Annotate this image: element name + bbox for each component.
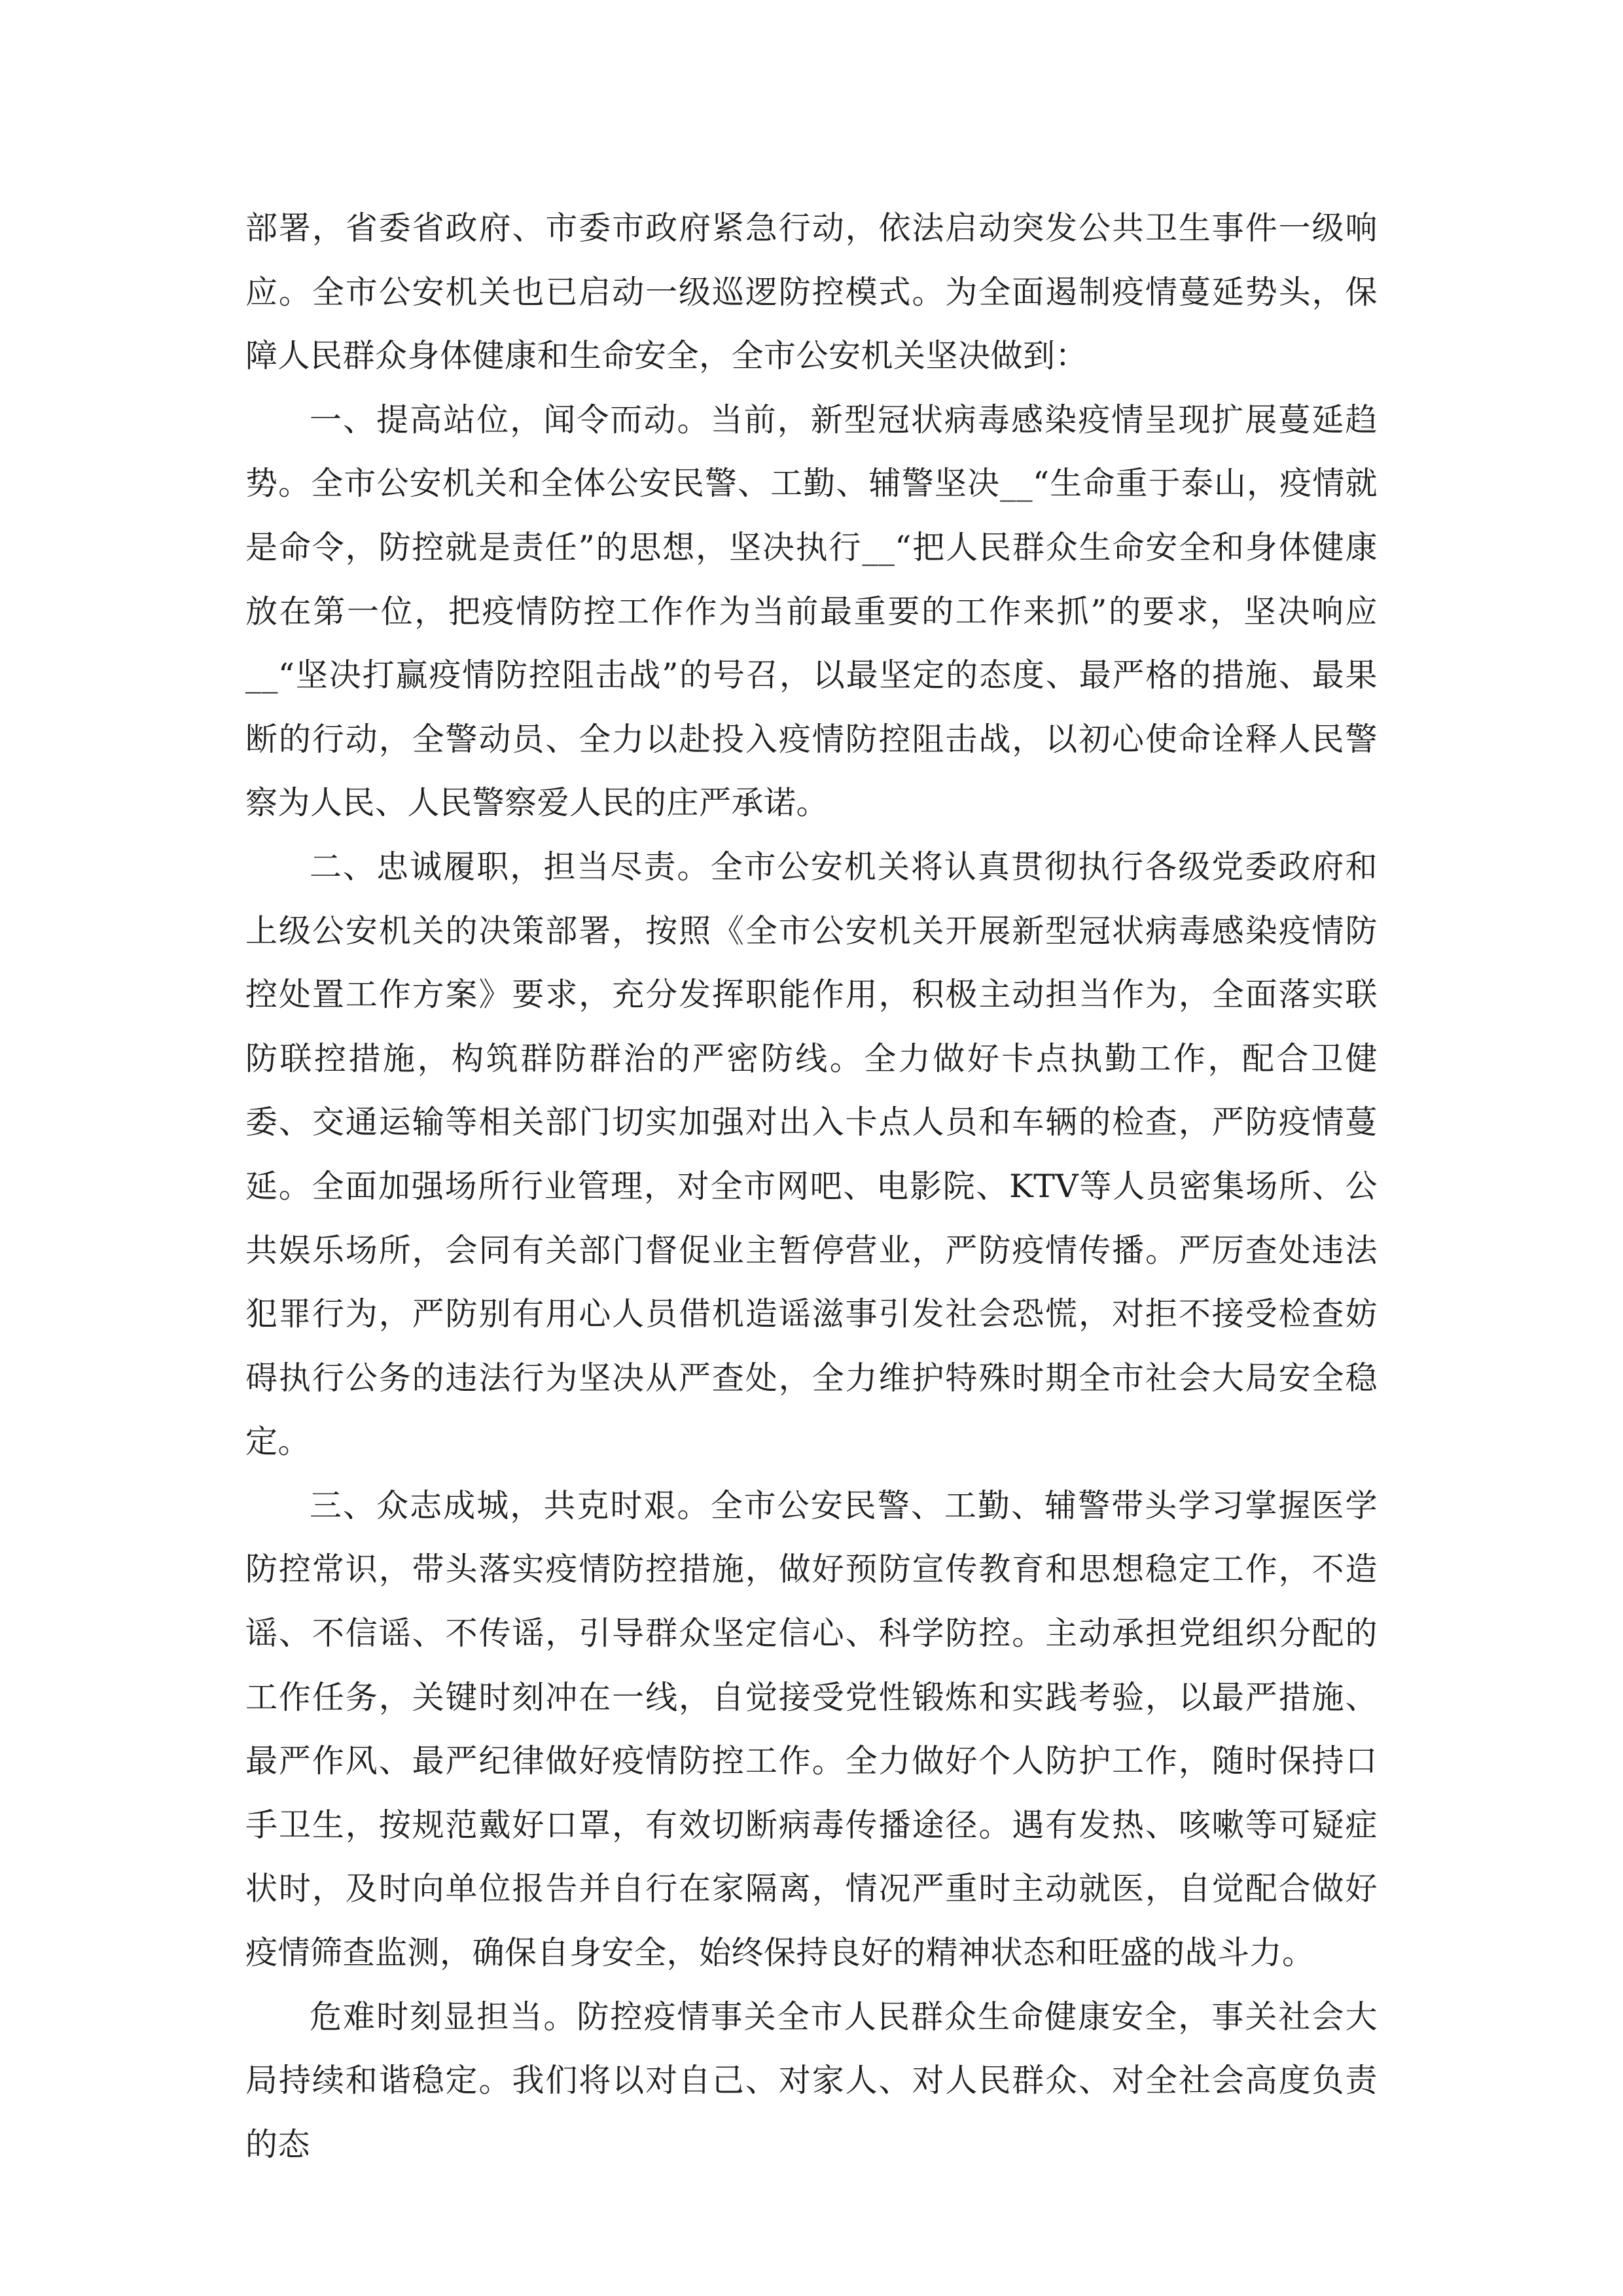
- paragraph-closing: 危难时刻显担当。防控疫情事关全市人民群众生命健康安全，事关社会大局持续和谐稳定。我们将以对自己、对家人、对人民群众、对全社会高度负责的态: [245, 1998, 1378, 2163]
- document-body: [245, 196, 1378, 2176]
- paragraph-section-two: 二、忠诚履职，担当尽责。全市公安机关将认真贯彻执行各级党委政府和上级公安机关的决策部署，按照《全市公安机关开展新型冠状病毒感染疫情防控处置工作方案》要求，充分发挥职能作用，积极主动担当作为，全面落实联防联控措施，构筑群防群治的严密防线。全力做好卡点执勤工作，配合卫健委、交通运输等相关部门切实加强对出入卡点人员和车辆的检查，严防疫情蔓延。全面加强场所行业管理，对全市网吧、电影院、KTV等人员密集场所、公共娱乐场所，会同有关部门督促业主暂停营业，严防疫情传播。严厉查处违法犯罪行为，严防别有用心人员借机造谣滋事引发社会恐慌，对拒不接受检查妨碍执行公务的违法行为坚决从严查处，全力维护特殊时期全市社会大局安全稳定。: [245, 848, 1378, 1461]
- paragraph-intro-continued: 部署，省委省政府、市委市政府紧急行动，依法启动突发公共卫生事件一级响应。全市公安机关也已启动一级巡逻防控模式。为全面遏制疫情蔓延势头，保障人民群众身体健康和生命安全，全市公安机关坚决做到：: [245, 209, 1378, 375]
- paragraph-section-one: 一、提高站位，闻令而动。当前，新型冠状病毒感染疫情呈现扩展蔓延趋势。全市公安机关和全体公安民警、工勤、辅警坚决__“生命重于泰山，疫情就是命令，防控就是责任”的思想，坚决执行__“把人民群众生命安全和身体健康放在第一位，把疫情防控工作作为当前最重要的工作来抓”的要求，坚决响应__“坚决打赢疫情防控阻击战”的号召，以最坚定的态度、最严格的措施、最果断的行动，全警动员、全力以赴投入疫情防控阻击战，以初心使命诠释人民警察为人民、人民警察爱人民的庄严承诺。: [245, 401, 1378, 822]
- paragraph-section-three: 三、众志成城，共克时艰。全市公安民警、工勤、辅警带头学习掌握医学防控常识，带头落实疫情防控措施，做好预防宣传教育和思想稳定工作，不造谣、不信谣、不传谣，引导群众坚定信心、科学防控。主动承担党组织分配的工作任务，关键时刻冲在一线，自觉接受党性锻炼和实践考验，以最严措施、最严作风、最严纪律做好疫情防控工作。全力做好个人防护工作，随时保持口手卫生，按规范戴好口罩，有效切断病毒传播途径。遇有发热、咳嗽等可疑症状时，及时向单位报告并自行在家隔离，情况严重时主动就医，自觉配合做好疫情筛查监测，确保自身安全，始终保持良好的精神状态和旺盛的战斗力。: [245, 1486, 1378, 1972]
